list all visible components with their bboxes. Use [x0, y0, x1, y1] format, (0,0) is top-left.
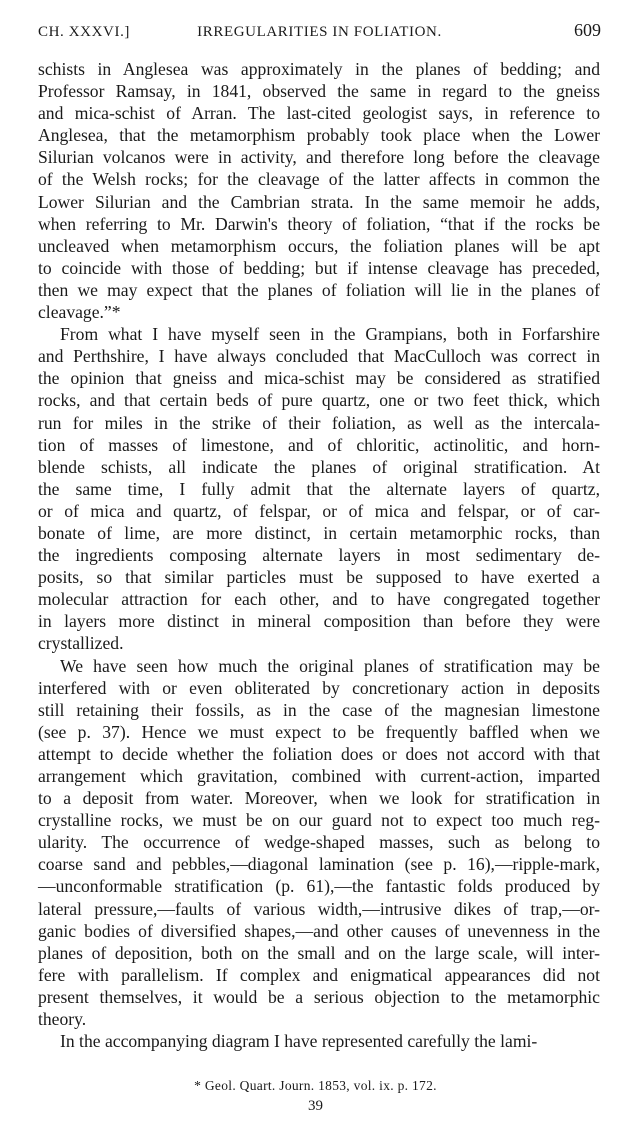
text-line: or of mica and quartz, of felspar, or of mica and felspar, or of car-	[38, 500, 600, 521]
text-line: interfered with or even obliterated by concretionary action in deposits	[38, 677, 600, 698]
body-text	[38, 58, 600, 1052]
paragraph	[38, 58, 600, 323]
text-line: molecular attraction for each other, and to have congregated together	[38, 589, 600, 610]
text-line: posits, so that similar particles must be supposed to have exerted a	[38, 567, 600, 588]
text-line: crystallized.	[38, 633, 124, 654]
footnote: * Geol. Quart. Journ. 1853, vol. ix. p. 172.	[194, 1078, 437, 1093]
text-line: In the accompanying diagram I have represented carefully the lami-	[60, 1031, 538, 1052]
text-line: to a deposit from water. Moreover, when we look for stratification in	[38, 788, 600, 809]
text-line: Silurian volcanos were in activity, and therefore long before the cleavage	[38, 147, 600, 168]
paragraph	[38, 1030, 600, 1052]
text-line: then we may expect that the planes of foliation will lie in the planes of	[38, 279, 600, 300]
text-line: coarse sand and pebbles,—diagonal lamination (see p. 16),—ripple-mark,	[38, 854, 600, 875]
signature-mark: 39	[308, 1098, 323, 1114]
text-line: fere with parallelism. If complex and enigmatical appearances did not	[38, 964, 600, 985]
text-line: schists in Anglesea was approximately in the planes of bedding; and	[38, 59, 600, 79]
text-line: when referring to Mr. Darwin's theory of foliation, “that if the rocks be	[38, 213, 600, 234]
text-line: We have seen how much the original planes of stratification may be	[60, 655, 600, 676]
text-line: Lower Silurian and the Cambrian strata. In the same memoir he adds,	[38, 191, 600, 212]
paragraph	[38, 655, 600, 1031]
text-line: attempt to decide whether the foliation does or does not accord with that	[38, 743, 600, 764]
text-line: ganic bodies of diversified shapes,—and other causes of unevenness in the	[38, 920, 600, 941]
text-line: still retaining their fossils, as in the case of the magnesian limestone	[38, 699, 600, 720]
paragraph	[38, 323, 600, 654]
text-line: blende schists, all indicate the planes of original stratification. At	[38, 456, 600, 477]
text-line: —unconformable stratification (p. 61),—the fantastic folds produced by	[38, 876, 600, 897]
text-line: Anglesea, that the metamorphism probably took place when the Lower	[38, 125, 600, 146]
text-line: planes of deposition, both on the small and on the large scale, will inter-	[38, 942, 600, 963]
text-line: uncleaved when metamorphism occurs, the foliation planes will be apt	[38, 235, 600, 256]
text-line: the opinion that gneiss and mica-schist may be considered as stratified	[38, 368, 600, 389]
text-line: bonate of lime, are more distinct, in certain metamorphic rocks, than	[38, 522, 600, 543]
text-line: Professor Ramsay, in 1841, observed the same in regard to the gneiss	[38, 81, 600, 102]
text-line: of the Welsh rocks; for the cleavage of the latter affects in common the	[38, 169, 600, 190]
text-line: arrangement which gravitation, combined with current-action, imparted	[38, 766, 600, 786]
text-line: present themselves, it would be a serious objection to the metamorphic	[38, 986, 600, 1007]
chapter-number: CH. XXXVI.]	[38, 24, 131, 40]
text-line: rocks, and that certain beds of pure quartz, one or two feet thick, which	[38, 390, 600, 411]
page-number: 609	[574, 20, 601, 40]
text-line: ularity. The occurrence of wedge-shaped masses, such as belong to	[38, 832, 600, 853]
text-line: and Perthshire, I have always concluded that MacCulloch was correct in	[38, 346, 600, 367]
text-line: in layers more distinct in mineral composition than before they were	[38, 611, 600, 632]
text-line: run for miles in the strike of their foliation, as well as the intercala-	[38, 412, 600, 433]
running-title: IRREGULARITIES IN FOLIATION.	[197, 24, 442, 40]
text-line: to coincide with those of bedding; but if intense cleavage has preceded,	[38, 257, 600, 278]
text-line: the same time, I fully admit that the alternate layers of quartz,	[38, 478, 600, 499]
text-line: tion of masses of limestone, and of chloritic, actinolitic, and horn-	[38, 434, 600, 455]
text-line: From what I have myself seen in the Grampians, both in Forfarshire	[60, 324, 600, 345]
text-line: theory.	[38, 1009, 87, 1030]
text-line: and mica-schist of Arran. The last-cited geologist says, in reference to	[38, 103, 600, 124]
text-line: crystalline rocks, we must be on our guard not to expect too much reg-	[38, 810, 600, 831]
text-line: lateral pressure,—faults of various width,—intrusive dikes of trap,—or-	[38, 898, 600, 919]
text-line: (see p. 37). Hence we must expect to be frequently baffled when we	[38, 721, 600, 742]
text-line: cleavage.”*	[38, 302, 121, 323]
text-line: the ingredients composing alternate layers in most sedimentary de-	[38, 545, 600, 566]
running-header	[38, 20, 601, 46]
